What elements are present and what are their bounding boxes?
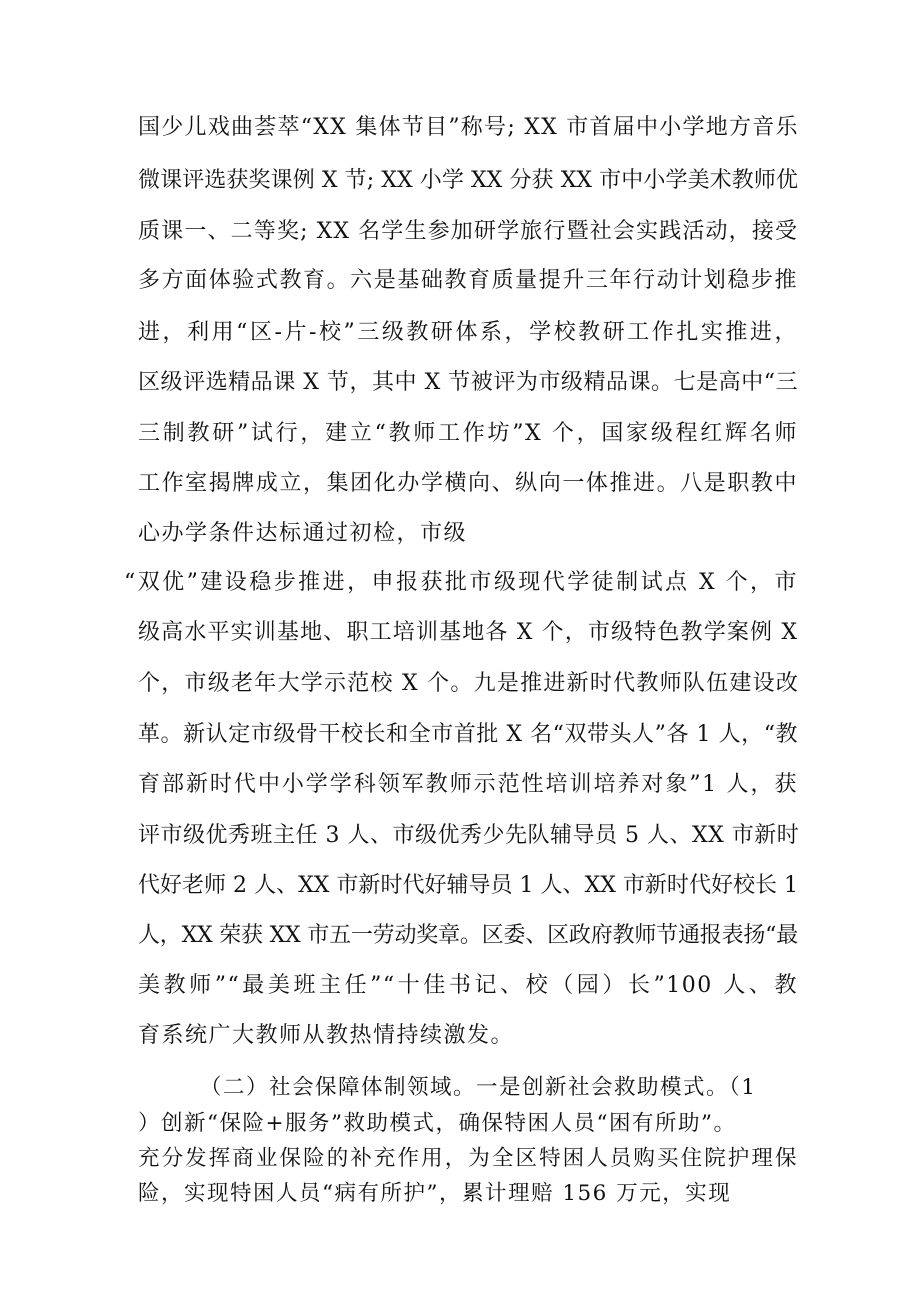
text-line: 区级评选精品课 X 节，其中 X 节被评为市级精品课。七是高中“三 [138, 370, 798, 395]
text-line: 代好老师 2 人、XX 市新时代好辅导员 1 人、XX 市新时代好校长 1 [138, 873, 798, 898]
section-heading-line: （二）社会保障体制领域。一是创新社会救助模式。（1 [200, 1075, 757, 1100]
text-line: 级高水平实训基地、职工培训基地各 X 个，市级特色教学案例 X [138, 620, 798, 645]
text-line: 微课评选获奖课例 X 节; XX 小学 XX 分获 XX 市中小学美术教师优 [138, 168, 798, 193]
text-line: 国少儿戏曲荟萃“XX 集体节目”称号; XX 市首届中小学地方音乐 [138, 115, 799, 140]
text-line: 美教师”“最美班主任”“十佳书记、校（园）长”100 人、教 [138, 973, 798, 998]
text-line: 多方面体验式教育。六是基础教育质量提升三年行动计划稳步推 [138, 268, 798, 293]
text-line: 充分发挥商业保险的补充作用，为全区特困人员购买住院护理保 [138, 1146, 798, 1171]
text-line: 工作室揭牌成立，集团化办学横向、纵向一体推进。八是职教中 [138, 471, 798, 496]
text-line: 评市级优秀班主任 3 人、市级优秀少先队辅导员 5 人、XX 市新时 [138, 823, 800, 848]
text-line: 育系统广大教师从教热情持续激发。 [138, 1023, 515, 1048]
text-line: “双优”建设稳步推进，申报获批市级现代学徒制试点 X 个，市 [124, 570, 798, 595]
text-line: 险，实现特困人员“病有所护”，累计理赔 156 万元，实现 [138, 1181, 732, 1206]
text-line: 革。新认定市级骨干校长和全市首批 X 名“双带头人”各 1 人，“教 [138, 722, 799, 747]
text-line: 三制教研”试行，建立“教师工作坊”X 个，国家级程红辉名师 [138, 421, 798, 446]
text-line: 心办学条件达标通过初检，市级 [138, 521, 468, 546]
text-line: 育部新时代中小学学科领军教师示范性培训培养对象”1 人，获 [138, 772, 798, 797]
text-line: 进，利用“区-片-校”三级教研体系，学校教研工作扎实推进， [138, 320, 798, 345]
text-line: 人，XX 荣获 XX 市五一劳动奖章。区委、区政府教师节通报表扬“最 [138, 923, 798, 948]
text-line: 质课一、二等奖; XX 名学生参加研学旅行暨社会实践活动，接受 [138, 219, 798, 244]
text-line: ）创新“保险+服务”救助模式，确保特困人员“困有所助”。 [138, 1111, 737, 1136]
text-line: 个，市级老年大学示范校 X 个。九是推进新时代教师队伍建设改 [138, 671, 800, 696]
